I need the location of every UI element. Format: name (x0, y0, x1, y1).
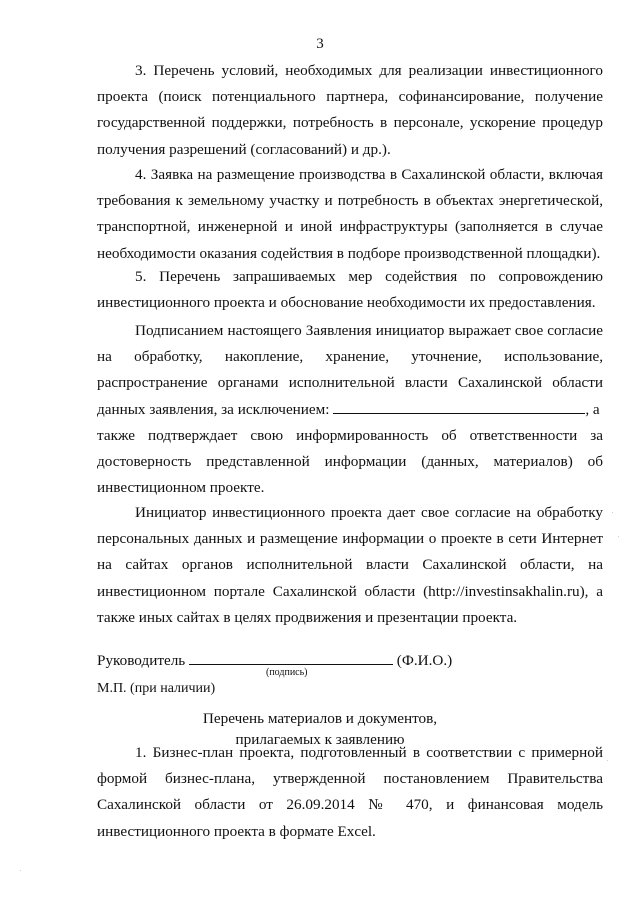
item-4-line: транспортной, инженерной и иной инфраструктуры (заполняется в случае (97, 218, 603, 236)
attachment-item-line: инвестиционного проекта в формате Excel. (97, 822, 376, 840)
stamp-note: М.П. (при наличии) (97, 681, 216, 696)
initiator-consent-line: персональных данных и размещение информации о проекте в сети Интернет (97, 530, 603, 548)
item-5-paragraph (97, 264, 603, 316)
item-5-line: 5. Перечень запрашиваемых мер содействия по сопровождению (135, 268, 603, 285)
initiator-consent-line: на сайтах органов исполнительной власти Сахалинской области, на (97, 556, 603, 574)
item-3-line: 3. Перечень условий, необходимых для реализации инвестиционного (135, 62, 603, 79)
signature-line (97, 648, 603, 674)
manager-label: Руководитель (97, 652, 186, 669)
stamp-note-block (97, 676, 603, 702)
item-3-paragraph (97, 58, 603, 163)
consent-exception-line (97, 397, 603, 423)
item-3-line: государственной поддержки, потребность в персонале, ускорение процедур (97, 114, 603, 132)
item-4-line: необходимости оказания содействия в подборе производственной площадки). (97, 244, 601, 262)
fio-label: (Ф.И.О.) (396, 652, 453, 669)
initiator-consent-line: инвестиционном портале Сахалинской области (http://investinsakhalin.ru), а (97, 582, 603, 600)
consent-line: инвестиционном проекте. (97, 479, 265, 497)
scan-speck (20, 870, 21, 871)
initiator-consent-line: Инициатор инвестиционного проекта дает свое согласие на обработку (135, 504, 603, 521)
attachment-item-line: формой бизнес-плана, утвержденной постановлением Правительства (97, 770, 603, 788)
exception-tail: , а (585, 400, 600, 418)
scan-speck (612, 512, 613, 513)
attachments-heading-line1: Перечень материалов и документов, (202, 710, 438, 727)
consent-line: Подписанием настоящего Заявления инициатор выражает свое согласие (135, 322, 603, 339)
attachments-heading-line2: прилагаемых к заявлению (235, 731, 405, 748)
item-4-line: 4. Заявка на размещение производства в Сахалинской области, включая (135, 166, 603, 183)
consent-line: достоверность представленной информации (данных, материалов) об (97, 453, 603, 471)
consent-line: на обработку, накопление, хранение, уточнение, использование, (97, 348, 603, 366)
consent-paragraph (97, 318, 603, 501)
attachment-item-line: 1. Бизнес-план проекта, подготовленный в соответствии с примерной (135, 744, 603, 761)
attachment-item-line: Сахалинской области от 26.09.2014 № 470, и финансовая модель (97, 796, 603, 814)
signature-blank-line (189, 650, 393, 665)
item-4-line: требования к земельному участку и потребность в объектах энергетической, (97, 192, 603, 210)
initiator-consent-paragraph (97, 500, 603, 631)
initiator-consent-line: также иных сайтах в целях продвижения и презентации проекта. (97, 608, 518, 626)
exception-blank-line (333, 399, 585, 414)
item-5-line: инвестиционного проекта и обоснование необходимости их предоставления. (97, 294, 596, 312)
consent-line: распространение органами исполнительной власти Сахалинской области (97, 374, 603, 392)
signature-caption: (подпись) (266, 667, 308, 678)
exception-label: данных заявления, за исключением: (97, 400, 330, 418)
page-number: 3 (316, 36, 324, 52)
attachment-item-1 (97, 740, 603, 845)
scan-speck (607, 760, 608, 761)
item-3-line: получения разрешений (согласований) и др.). (97, 140, 391, 158)
signature-block (97, 648, 603, 674)
scan-speck (618, 536, 619, 537)
consent-line: также подтверждает свою информированность об ответственности за (97, 426, 603, 444)
item-3-line: проекта (поиск потенциального партнера, софинансирование, получение (97, 88, 603, 106)
item-4-paragraph (97, 162, 603, 267)
